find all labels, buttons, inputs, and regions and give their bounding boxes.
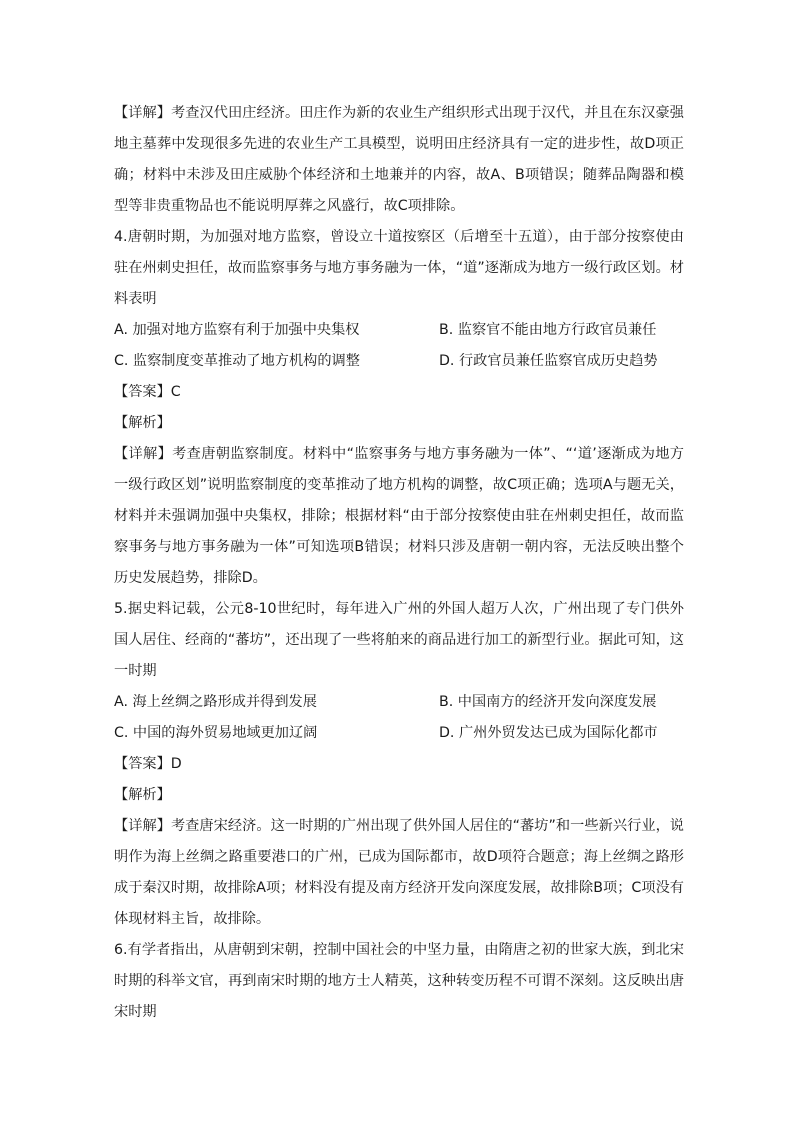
option-item: A. 加强对地方监察有利于加强中央集权 (114, 322, 360, 338)
option-item: D. 广州外贸发达已成为国际化都市 (439, 725, 658, 741)
analysis-label: 【解析】 (114, 415, 171, 431)
option-item: B. 监察官不能由地方行政官员兼任 (439, 322, 657, 338)
answer-label: 【答案】D (114, 756, 182, 772)
paragraph: 【详解】考查唐宋经济。这一时期的广州出现了供外国人居住的“蕃坊”和一些新兴行业，说明作为海上丝绸之路重要港口的广州，已成为国际都市，故D项符合题意；海上丝绸之路形成于秦汉时期，故排除A项；材料没有提及南方经济开发向深度发展，故排除B项；C项没有体现材料主旨，故排除。 (114, 818, 684, 927)
answer-options (114, 315, 684, 377)
document-page (114, 98, 684, 1028)
option-item: A. 海上丝绸之路形成并得到发展 (114, 694, 317, 710)
option-item: C. 中国的海外贸易地域更加辽阔 (114, 725, 318, 741)
paragraph: 6.有学者指出，从唐朝到宋朝，控制中国社会的中坚力量，由隋唐之初的世家大族，到北宋时期的科举文官，再到南宋时期的地方士人精英，这种转变历程不可谓不深刻。这反映出唐宋时期 (114, 942, 684, 1020)
option-item: D. 行政官员兼任监察官成历史趋势 (439, 353, 658, 369)
answer-options (114, 687, 684, 749)
paragraph: 4.唐朝时期，为加强对地方监察，曾设立十道按察区（后增至十五道），由于部分按察使由驻在州刺史担任，故而监察事务与地方事务融为一体，“道”逐渐成为地方一级行政区划。材料表明 (114, 229, 684, 307)
paragraph: 5.据史料记载，公元8-10世纪时，每年进入广州的外国人超万人次，广州出现了专门供外国人居住、经商的“蕃坊”，还出现了一些将舶来的商品进行加工的新型行业。据此可知，这一时期 (114, 601, 684, 679)
paragraph: 【详解】考查唐朝监察制度。材料中“监察事务与地方事务融为一体”、“‘道’逐渐成为地方一级行政区划”说明监察制度的变革推动了地方机构的调整，故C项正确；选项A与题无关，材料并未强调加强中央集权，排除；根据材料“由于部分按察使由驻在州刺史担任，故而监察事务与地方事务融为一体”可知选项B错误；材料只涉及唐朝一朝内容，无法反映出整个历史发展趋势，排除D。 (114, 446, 684, 586)
analysis-label: 【解析】 (114, 787, 171, 803)
answer-label: 【答案】C (114, 384, 181, 400)
paragraph: 【详解】考查汉代田庄经济。田庄作为新的农业生产组织形式出现于汉代，并且在东汉豪强地主墓葬中发现很多先进的农业生产工具模型，说明田庄经济具有一定的进步性，故D项正确；材料中未涉及田庄威胁个体经济和土地兼并的内容，故A、B项错误；随葬品陶器和模型等非贵重物品也不能说明厚葬之风盛行，故C项排除。 (114, 105, 684, 214)
option-item: C. 监察制度变革推动了地方机构的调整 (114, 353, 360, 369)
option-item: B. 中国南方的经济开发向深度发展 (439, 694, 657, 710)
